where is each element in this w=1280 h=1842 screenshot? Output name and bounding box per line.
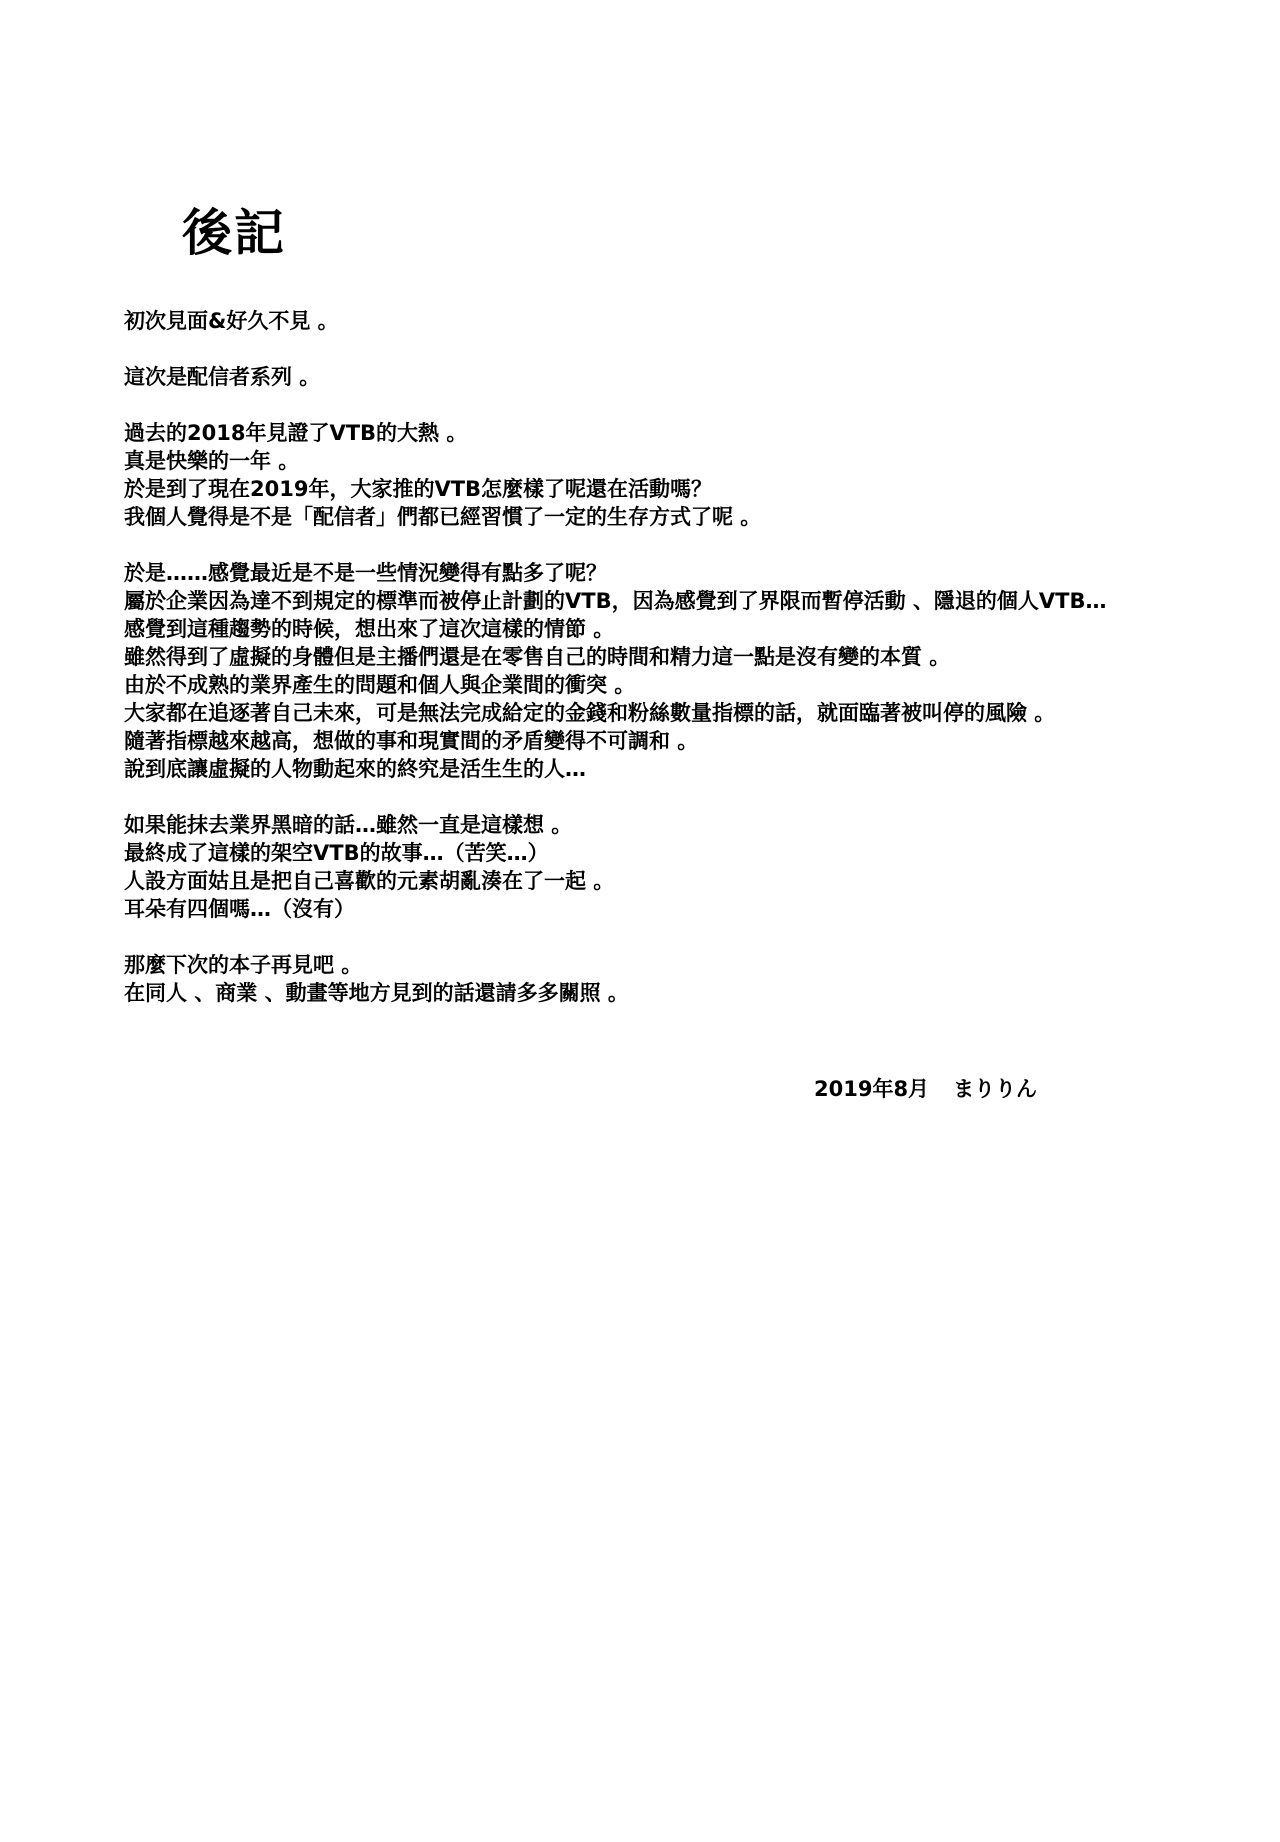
text-line: 過去的2018年見證了VTB的大熱 。 <box>124 421 468 445</box>
text-line: 人設方面姑且是把自己喜歡的元素胡亂湊在了一起 。 <box>124 869 615 893</box>
paragraph-2 <box>124 363 1164 391</box>
paragraph-1 <box>124 307 1164 335</box>
text-line: 屬於企業因為達不到規定的標準而被停止計劃的VTB，因為感覺到了界限而暫停活動 、隱退的個人VTB… <box>124 589 1107 613</box>
text-line: 由於不成熟的業界產生的問題和個人與企業間的衝突 。 <box>124 673 636 697</box>
text-line: 最終成了這樣的架空VTB的故事…（苦笑…） <box>124 841 549 865</box>
signature-author: まりりん <box>953 1077 1038 1101</box>
paragraph-4 <box>124 559 1164 783</box>
text-line: 這次是配信者系列 。 <box>124 365 321 389</box>
paragraph-6 <box>124 951 1164 1007</box>
text-line: 耳朵有四個嗎…（沒有） <box>124 897 355 921</box>
text-line: 那麼下次的本子再見吧 。 <box>124 953 363 977</box>
text-line: 在同人 、商業 、動畫等地方見到的話還請多多關照 。 <box>124 981 629 1005</box>
text-line: 我個人覺得是不是「配信者」們都已經習慣了一定的生存方式了呢 。 <box>124 505 762 529</box>
text-line: 雖然得到了虛擬的身體但是主播們還是在零售自己的時間和精力這一點是沒有變的本質 。 <box>124 645 951 669</box>
text-line: 隨著指標越來越高，想做的事和現實間的矛盾變得不可調和 。 <box>124 729 699 753</box>
signature-date: 2019年8月 <box>814 1077 930 1101</box>
paragraph-5 <box>124 811 1164 923</box>
text-line: 於是到了現在2019年，大家推的VTB怎麼樣了呢還在活動嗎？ <box>124 477 713 501</box>
text-line: 說到底讓虛擬的人物動起來的終究是活生生的人… <box>124 757 586 781</box>
text-line: 真是快樂的一年 。 <box>124 449 300 473</box>
text-line: 感覺到這種趨勢的時候，想出來了這次這樣的情節 。 <box>124 617 615 641</box>
text-line: 於是……感覺最近是不是一些情況變得有點多了呢？ <box>124 561 607 585</box>
page-title: 後記 <box>182 204 286 262</box>
text-line: 大家都在追逐著自己未來，可是無法完成給定的金錢和粉絲數量指標的話，就面臨著被叫停的風險 。 <box>124 701 1056 725</box>
paragraph-3 <box>124 419 1164 531</box>
signature <box>814 1075 1037 1103</box>
afterword-body <box>124 307 1164 1035</box>
text-line: 初次見面&好久不見 。 <box>124 309 339 333</box>
text-line: 如果能抹去業界黑暗的話…雖然一直是這樣想 。 <box>124 813 573 837</box>
